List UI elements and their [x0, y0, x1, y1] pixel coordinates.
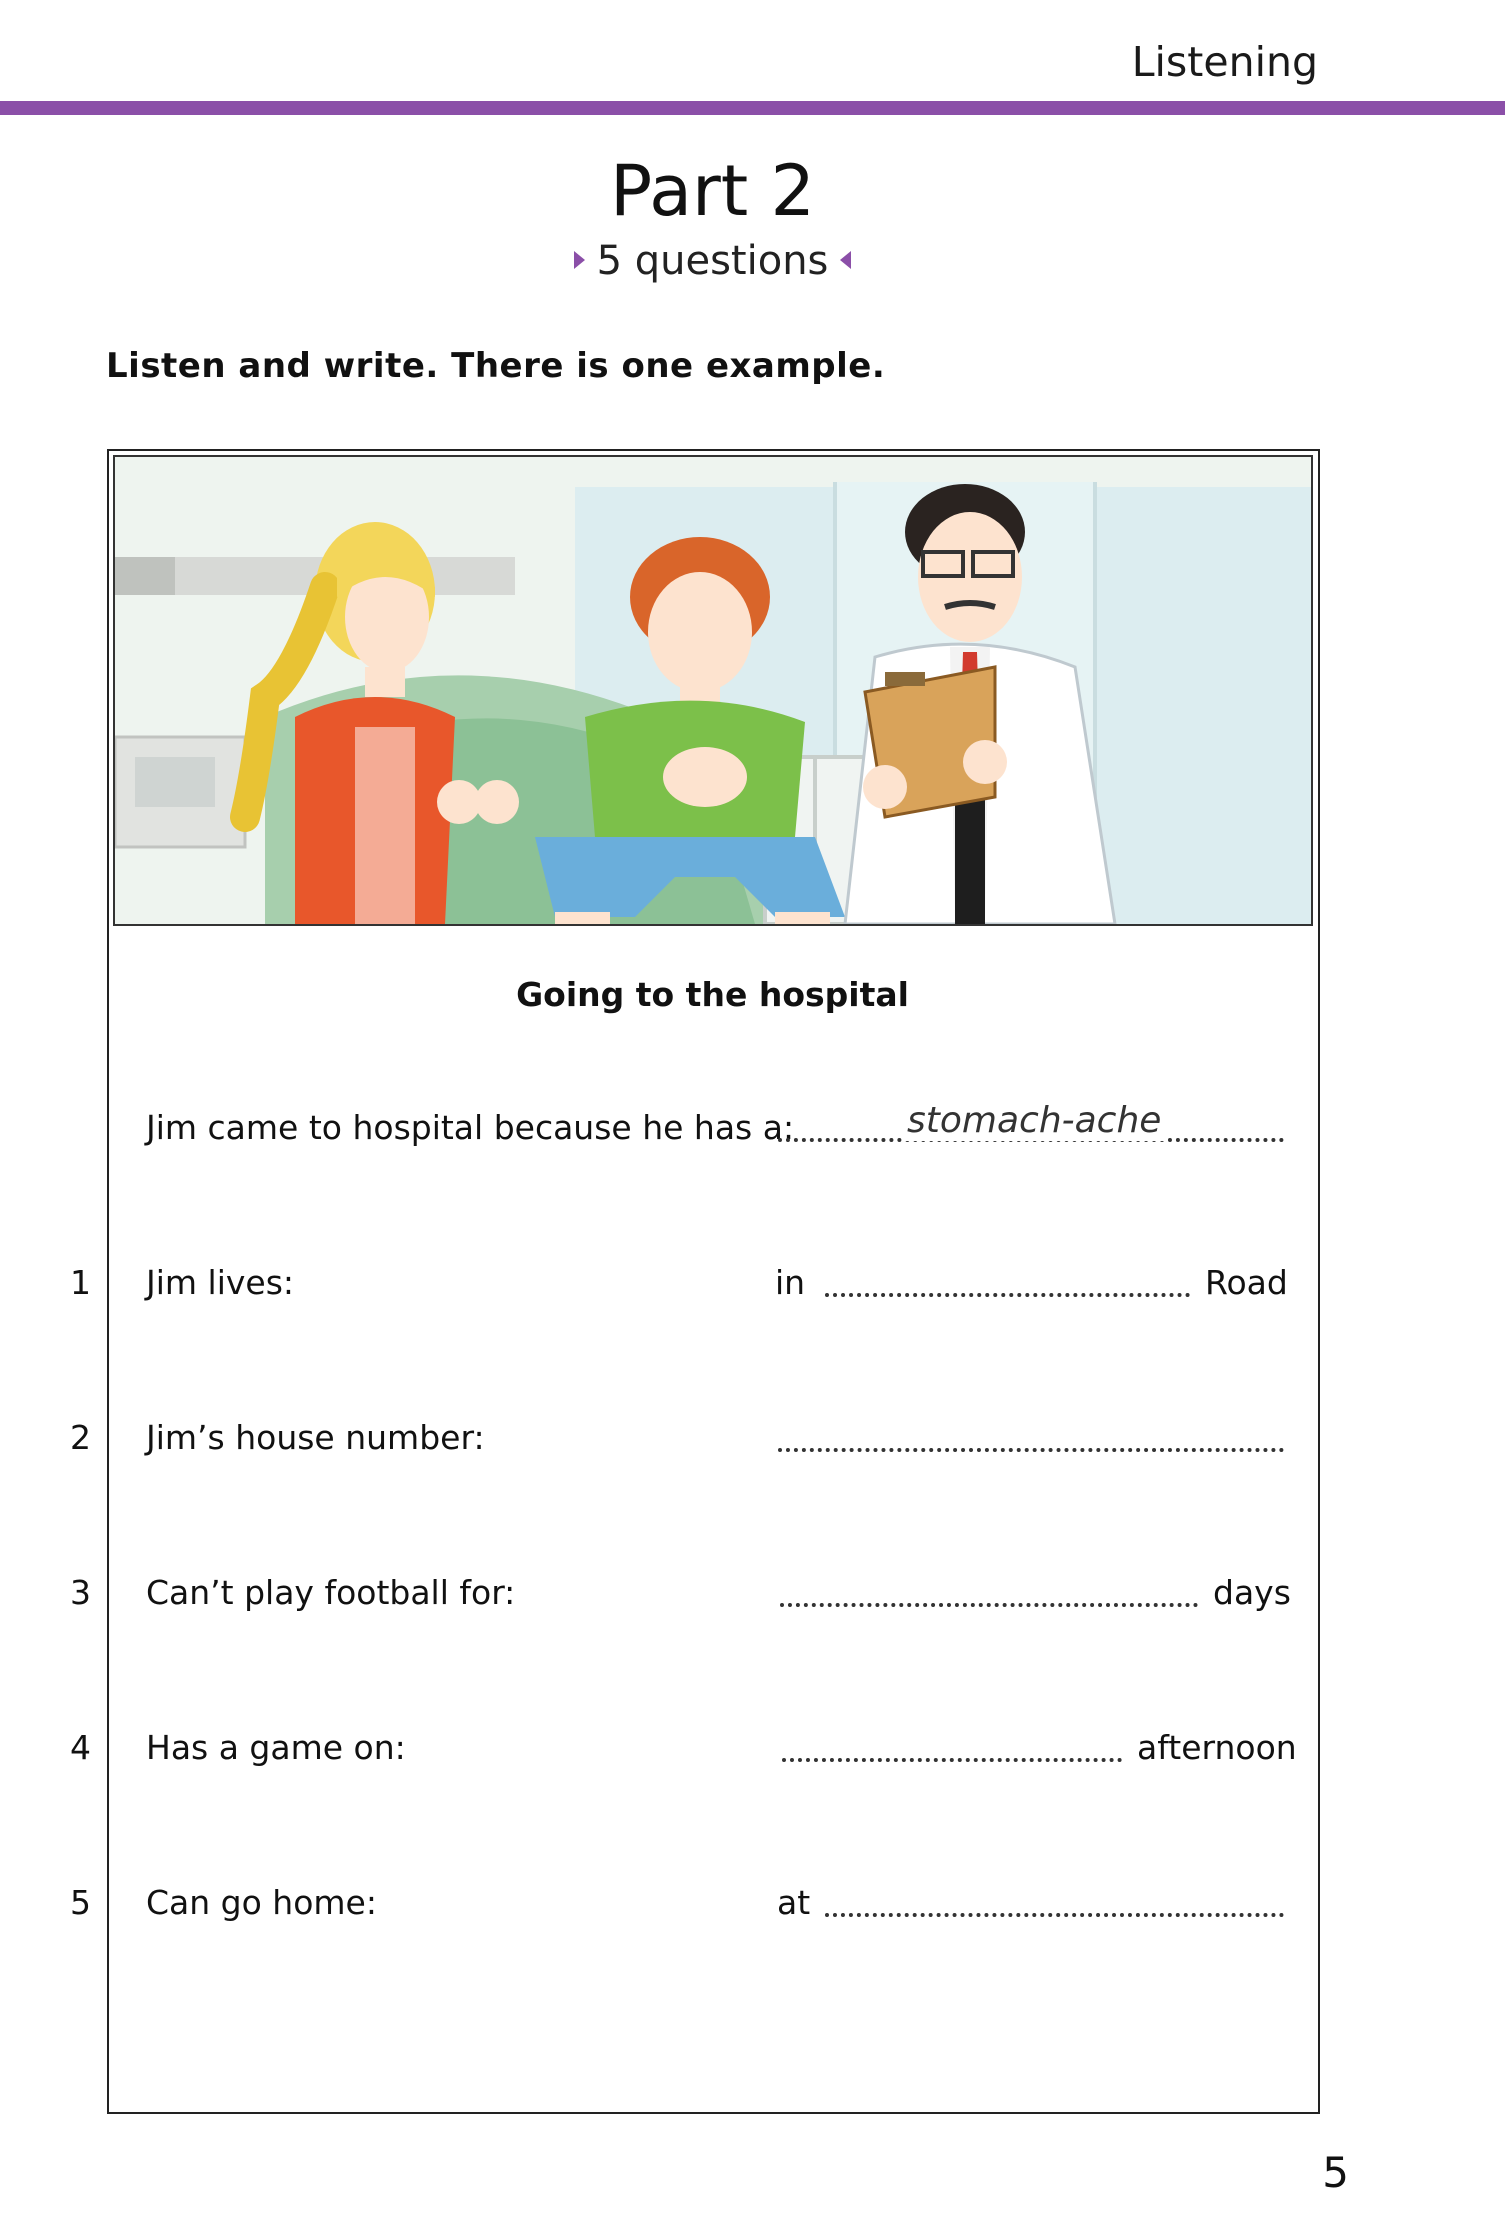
question-text: Jim’s house number: [146, 1418, 485, 1457]
question-row [0, 1883, 1505, 1933]
triangle-left-icon [840, 251, 851, 269]
question-number: 2 [70, 1418, 91, 1457]
answer-suffix: afternoon [1137, 1728, 1297, 1767]
answer-input-line[interactable] [825, 1265, 1190, 1297]
answer-suffix: Road [1205, 1263, 1288, 1302]
question-number: 1 [70, 1263, 91, 1302]
question-text: Can’t play football for: [146, 1573, 516, 1612]
form-title: Going to the hospital [516, 975, 909, 1014]
question-text: Can go home: [146, 1883, 377, 1922]
instructions: Listen and write. There is one example. [106, 346, 886, 386]
part-subtitle [0, 238, 1425, 284]
question-text: Jim lives: [146, 1263, 295, 1302]
answer-suffix: days [1213, 1573, 1291, 1612]
example-question: Jim came to hospital because he has a: [146, 1108, 795, 1147]
question-text: Has a game on: [146, 1728, 406, 1767]
question-row [0, 1418, 1505, 1468]
header-divider [0, 101, 1505, 115]
answer-input-line[interactable] [782, 1730, 1122, 1762]
page-number: 5 [1322, 2148, 1349, 2197]
example-row [0, 1100, 1505, 1158]
answer-input-line[interactable] [778, 1420, 1284, 1452]
question-row [0, 1728, 1505, 1778]
triangle-right-icon [574, 251, 585, 269]
answer-input-line[interactable] [825, 1885, 1284, 1917]
answer-input-line[interactable] [780, 1575, 1198, 1607]
hospital-illustration [113, 455, 1313, 926]
part-subtitle-text: 5 questions [596, 238, 829, 284]
question-row [0, 1263, 1505, 1313]
answer-prefix: at [777, 1883, 811, 1922]
question-number: 4 [70, 1728, 91, 1767]
part-title: Part 2 [610, 150, 815, 232]
example-answer: stomach-ache [903, 1100, 1165, 1141]
question-number: 5 [70, 1883, 91, 1922]
question-row [0, 1573, 1505, 1623]
section-label: Listening [1131, 38, 1318, 86]
answer-prefix: in [775, 1263, 806, 1302]
question-number: 3 [70, 1573, 91, 1612]
